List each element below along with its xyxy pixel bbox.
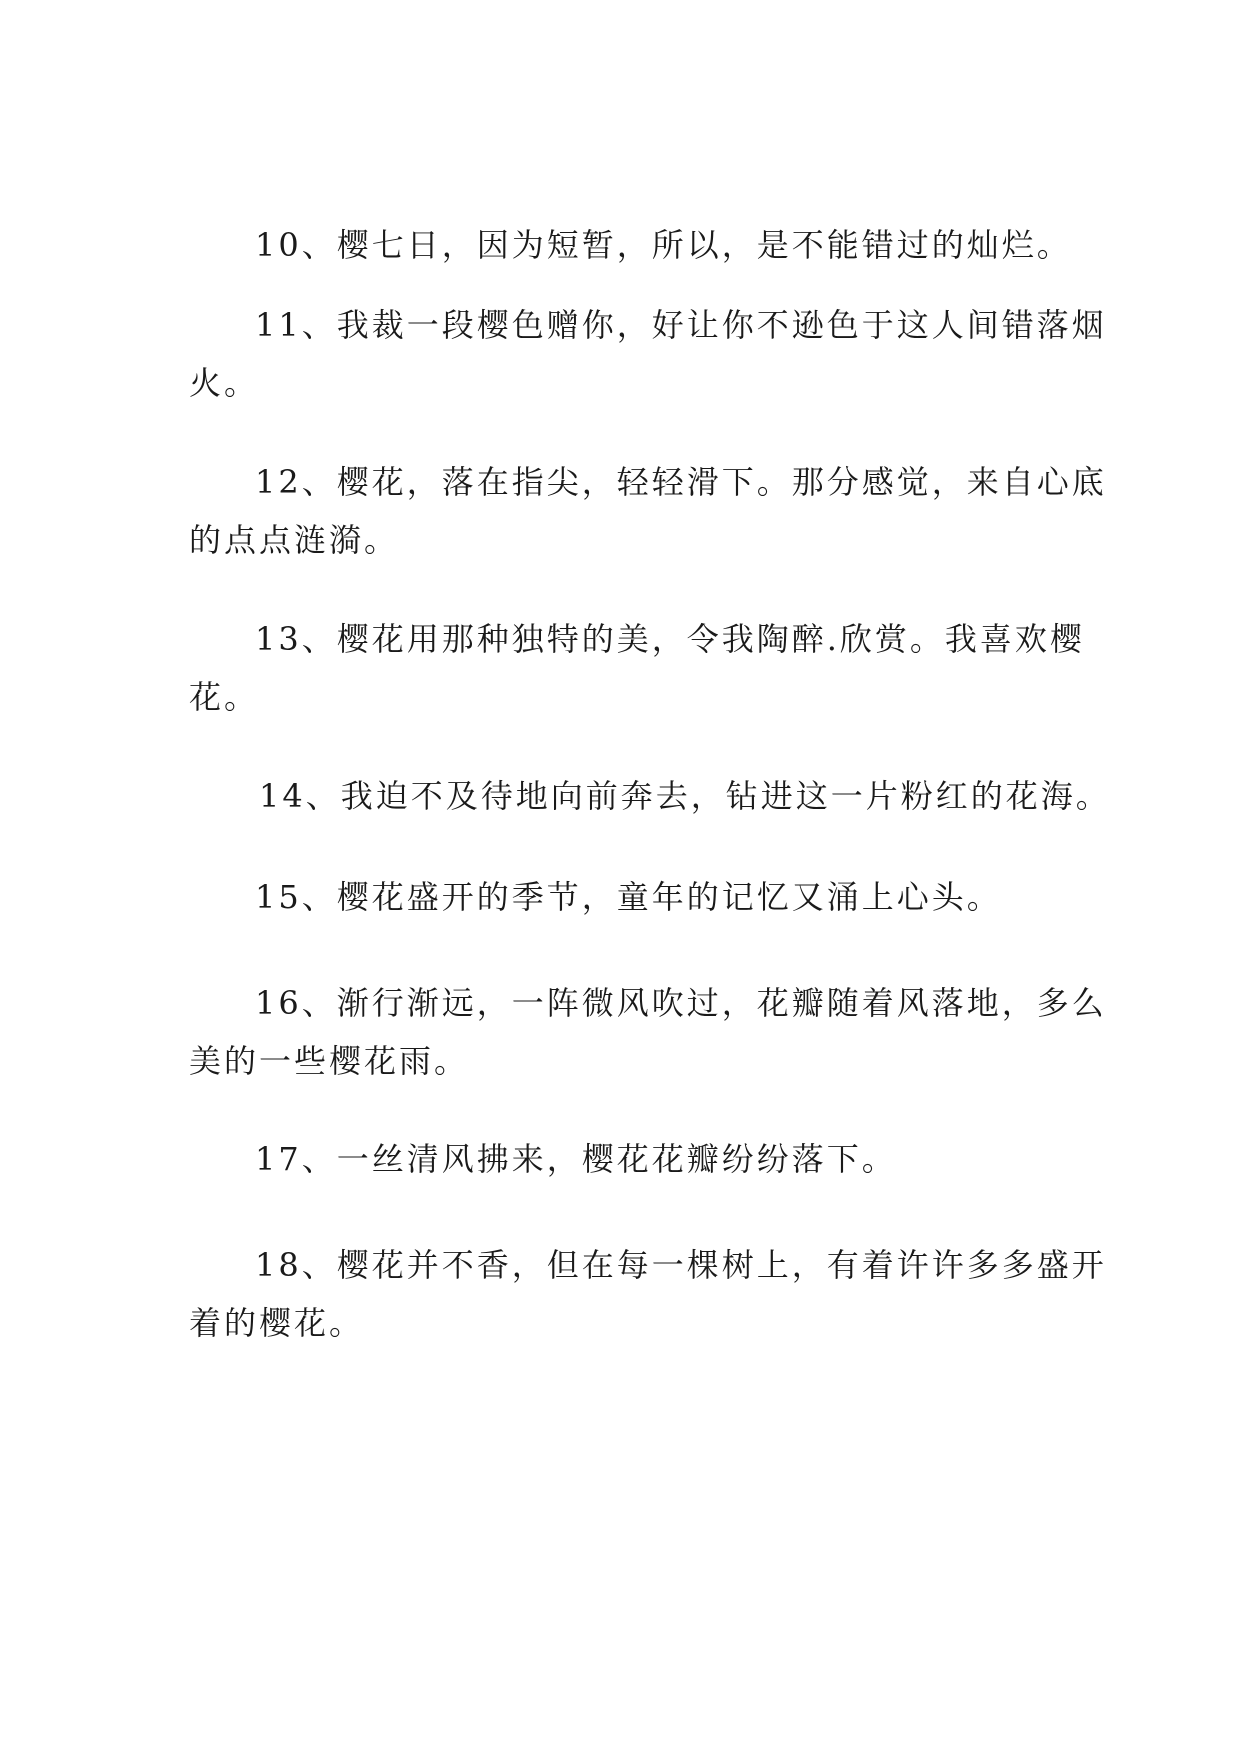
paragraph-line: 11、我裁一段樱色赠你，好让你不逊色于这人间错落烟 (255, 306, 1107, 344)
paragraph-13 (189, 610, 1085, 726)
paragraph-line: 16、渐行渐远，一阵微风吹过，花瓣随着风落地，多么 (255, 984, 1107, 1022)
paragraph-line: 的点点涟漪。 (189, 521, 400, 559)
paragraph-12 (189, 453, 1107, 569)
paragraph-line: 花。 (189, 678, 260, 716)
paragraph-line: 10、樱七日，因为短暂，所以，是不能错过的灿烂。 (255, 226, 1072, 264)
paragraph-16 (189, 974, 1107, 1090)
paragraph-11 (189, 296, 1107, 412)
paragraph-line: 火。 (189, 364, 260, 402)
paragraph-line: 12、樱花，落在指尖，轻轻滑下。那分感觉，来自心底 (255, 463, 1107, 501)
paragraph-10 (189, 216, 1072, 274)
paragraph-14 (189, 767, 1111, 825)
paragraph-line: 着的樱花。 (189, 1304, 365, 1342)
paragraph-17 (189, 1130, 1069, 1188)
paragraph-line: 18、樱花并不香，但在每一棵树上，有着许许多多盛开 (255, 1246, 1107, 1284)
paragraph-15 (189, 868, 1069, 926)
paragraph-line: 15、樱花盛开的季节，童年的记忆又涌上心头。 (255, 878, 1002, 916)
paragraph-18 (189, 1236, 1107, 1352)
paragraph-line: 17、一丝清风拂来，樱花花瓣纷纷落下。 (255, 1140, 897, 1178)
paragraph-line: 美的一些樱花雨。 (189, 1042, 470, 1080)
paragraph-line: 13、樱花用那种独特的美，令我陶醉.欣赏。我喜欢樱 (255, 620, 1085, 658)
paragraph-line: 14、我迫不及待地向前奔去，钻进这一片粉红的花海。 (259, 777, 1111, 815)
